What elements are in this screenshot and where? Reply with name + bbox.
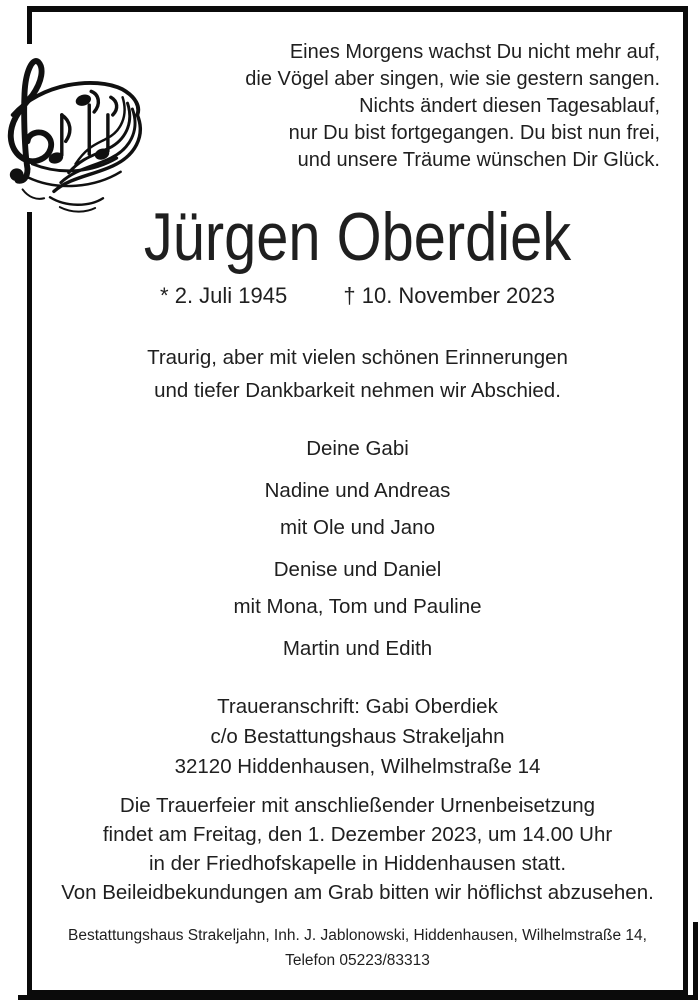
memorial-verse [245,39,660,174]
address-line: c/o Bestattungshaus Strakeljahn [210,725,505,748]
condolence-address [32,692,683,782]
life-dates [32,283,683,309]
mourner-line: Martin und Edith [282,637,433,660]
scan-edge-bottom [18,995,698,1000]
frame-border-top [27,6,688,12]
mourner-line: mit Ole und Jano [280,516,435,539]
mourner-line: Deine Gabi [306,437,409,460]
service-line: Die Trauerfeier mit anschließender Urnenbeisetzung [119,794,596,817]
verse-line: Nichts ändert diesen Tagesablauf, [359,95,660,117]
farewell-text [32,341,683,407]
frame-border-right [683,6,688,996]
address-line: Traueranschrift: Gabi Oberdiek [217,695,498,718]
mourner-group [32,472,683,546]
farewell-line: und tiefer Dankbarkeit nehmen wir Abschied. [154,379,561,402]
mourner-line: Nadine und Andreas [264,479,451,502]
service-line: Von Beileidbekundungen am Grab bitten wir höflichst abzusehen. [61,881,654,904]
funeral-service-info [32,791,683,907]
mourner-group [32,430,683,467]
verse-line: die Vögel aber singen, wie sie gestern sangen. [245,68,660,90]
birth-date: * 2. Juli 1945 [160,283,288,308]
frame-border-left-upper [27,6,32,44]
farewell-line: Traurig, aber mit vielen schönen Erinnerungen [147,346,568,369]
service-line: findet am Freitag, den 1. Dezember 2023, um 14.00 Uhr [102,823,613,846]
service-line: in der Friedhofskapelle in Hiddenhausen statt. [148,852,567,875]
address-line: 32120 Hiddenhausen, Wilhelmstraße 14 [174,755,541,778]
death-date: † 10. November 2023 [343,283,555,308]
mourners-list [32,430,683,667]
treble-clef-notes-icon [1,54,153,216]
mourner-group [32,630,683,667]
mourner-group [32,551,683,625]
verse-line: nur Du bist fortgegangen. Du bist nun frei, [288,122,660,144]
scan-edge-right [693,922,698,1000]
verse-line: und unsere Träume wünschen Dir Glück. [297,149,660,171]
mourner-line: mit Mona, Tom und Pauline [233,595,482,618]
footer-line: Bestattungshaus Strakeljahn, Inh. J. Jablonowski, Hiddenhausen, Wilhelmstraße 14, [68,927,647,944]
footer-line: Telefon 05223/83313 [285,952,430,969]
verse-line: Eines Morgens wachst Du nicht mehr auf, [289,41,660,63]
funeral-home-footer [32,923,683,973]
mourner-line: Denise und Daniel [273,558,442,581]
deceased-name: Jürgen Oberdiek [143,199,572,275]
